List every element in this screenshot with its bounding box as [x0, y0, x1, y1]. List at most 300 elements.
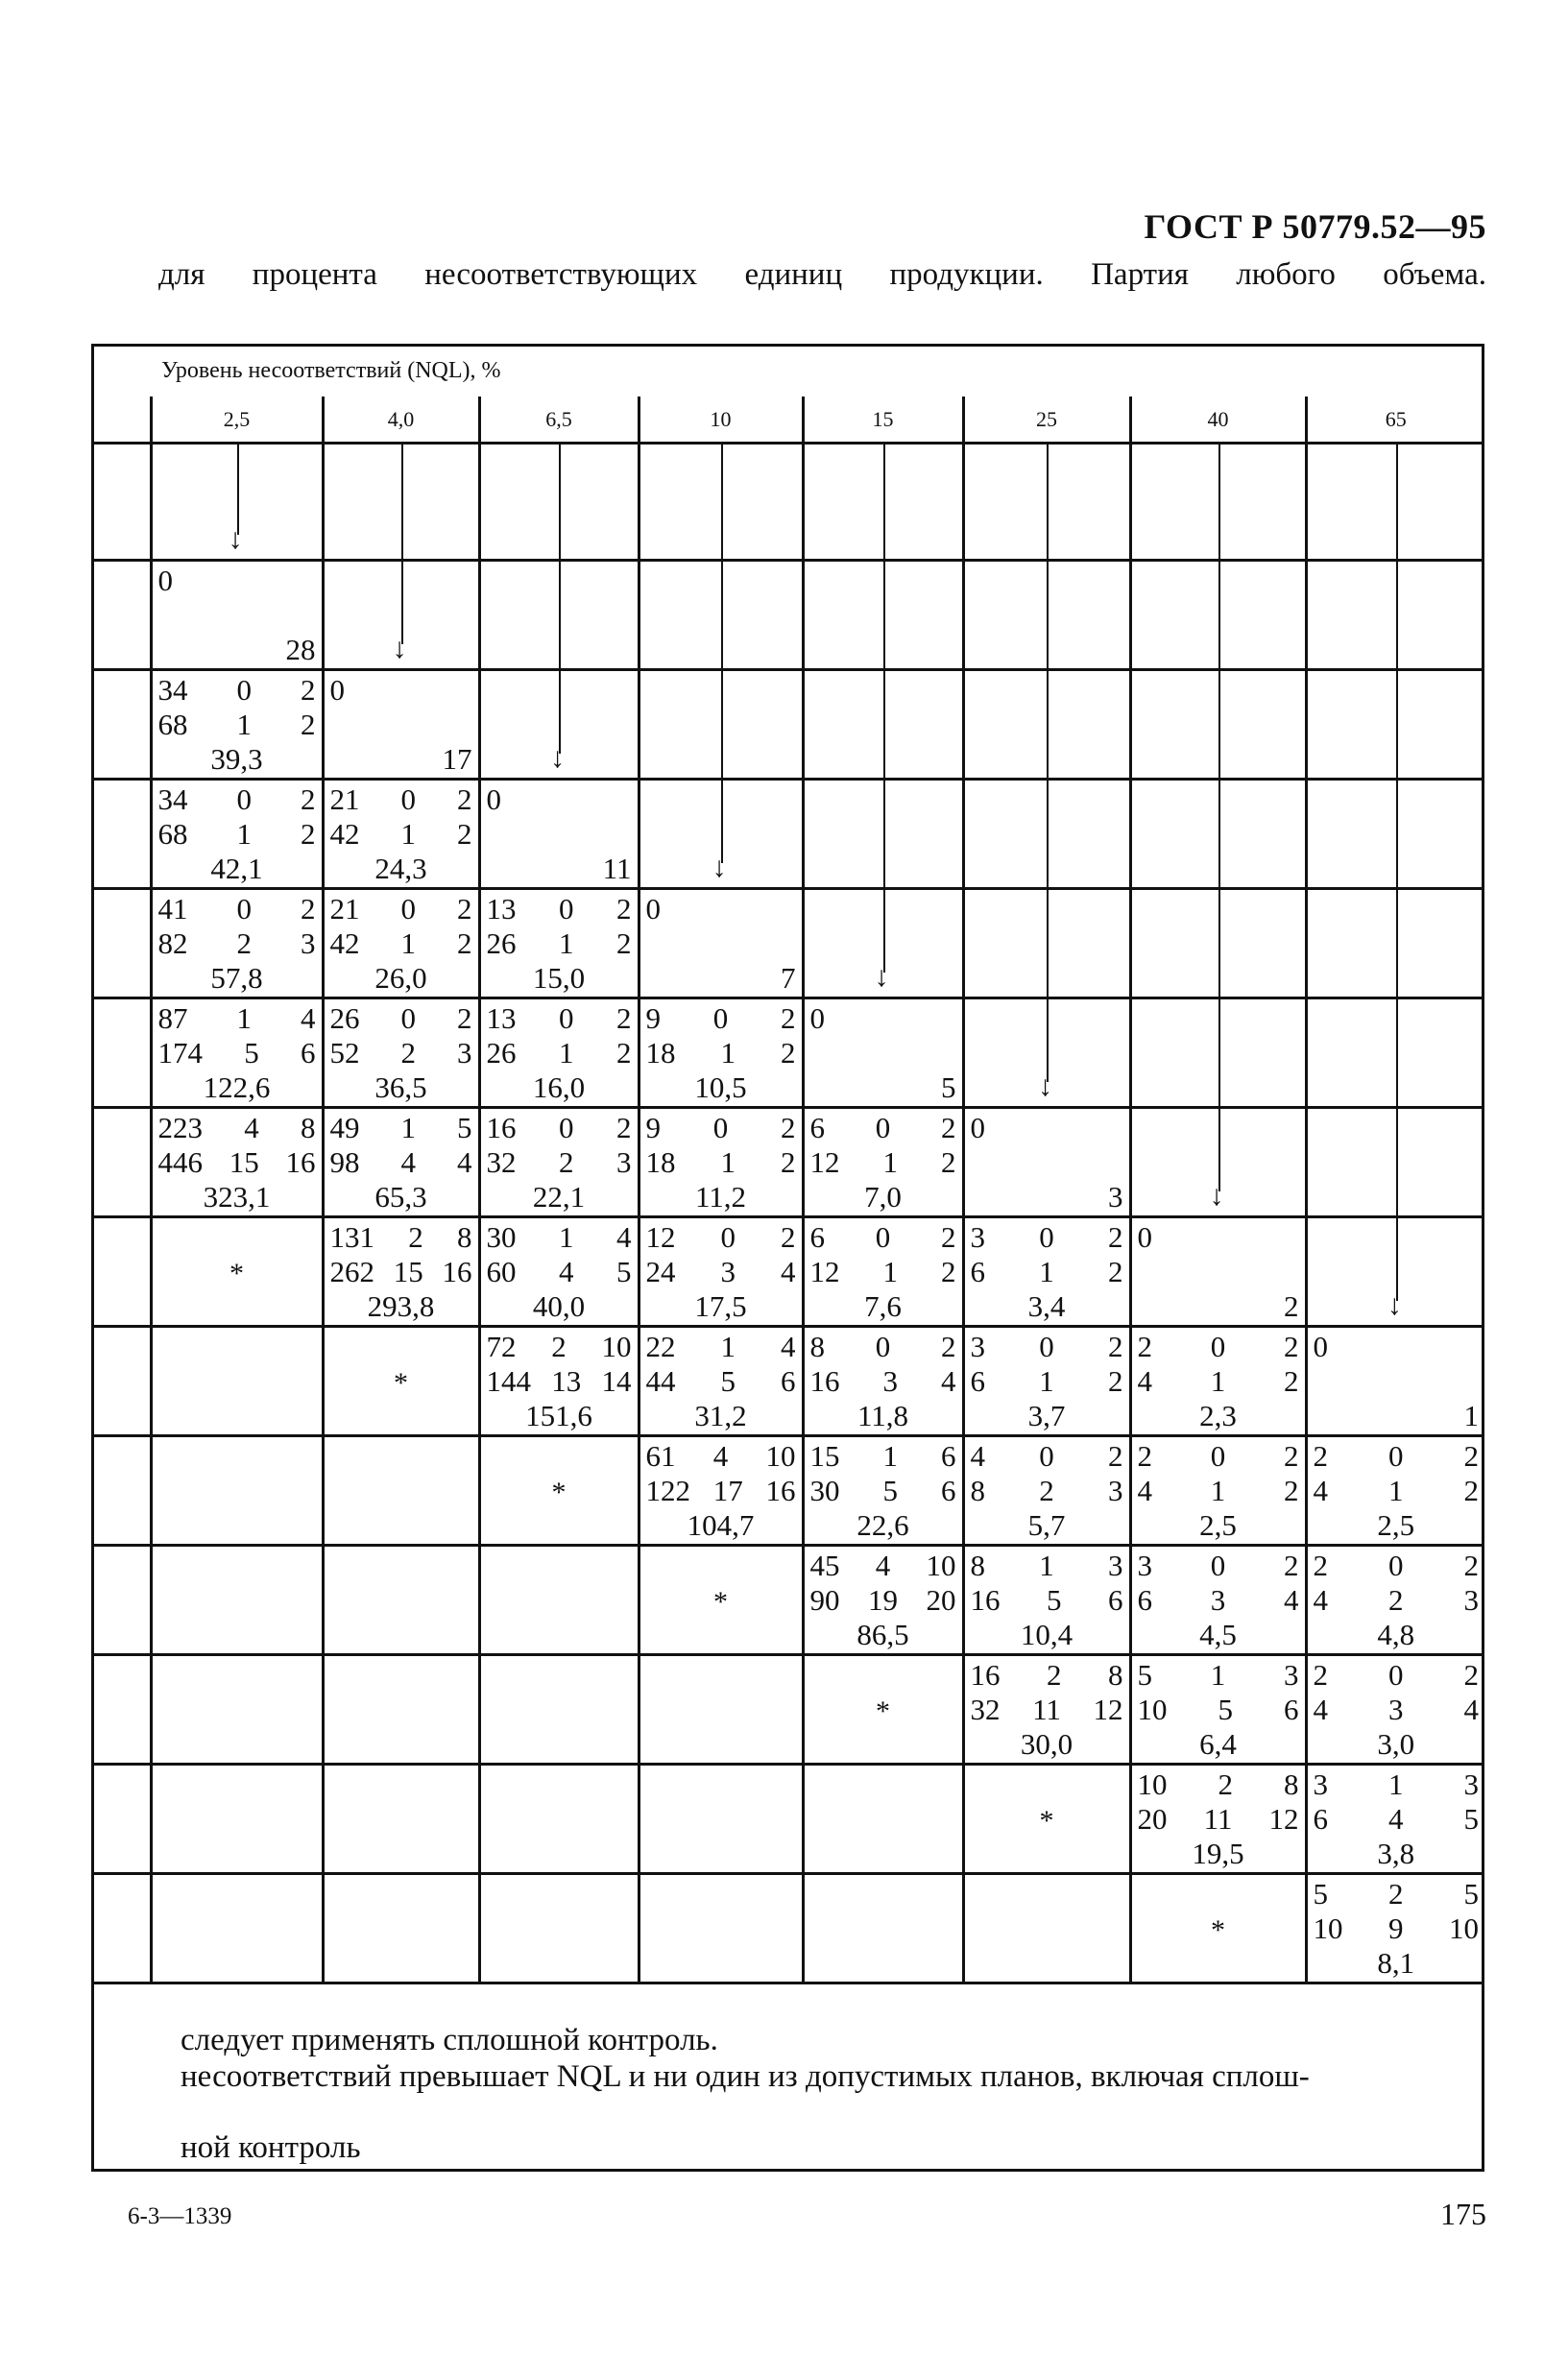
- table-cell: [1130, 670, 1306, 780]
- table-cell: [803, 889, 963, 998]
- note-line: несоответствий превышает NQL и ни один из допустимых планов, включая сплош-: [181, 2059, 1310, 2094]
- cell-number: 2: [1313, 1549, 1328, 1582]
- cell-number: 2: [616, 1111, 632, 1144]
- cell-number: 5: [616, 1255, 632, 1288]
- cell-number: 15: [809, 1439, 840, 1473]
- cell-number: 2: [616, 926, 632, 960]
- cell-number: 8: [970, 1549, 985, 1582]
- cell-number: 2: [301, 892, 316, 926]
- cell-number: 15: [229, 1145, 259, 1179]
- cell-line: [158, 1001, 316, 1036]
- cell-number: 16: [809, 1364, 840, 1398]
- cell-number: 10: [601, 1330, 632, 1363]
- cell-value: [1138, 1837, 1299, 1871]
- cell-number: 16: [765, 1474, 796, 1507]
- cell-number: 22,6: [856, 1508, 909, 1542]
- table-row: [91, 1108, 1484, 1217]
- cell-value: [646, 1180, 796, 1214]
- cell-number: 4: [1313, 1474, 1328, 1507]
- cell-value: [810, 1180, 956, 1214]
- cell-line: [487, 782, 632, 817]
- cell-number: 4: [1137, 1474, 1152, 1507]
- cell-value: [810, 1070, 956, 1105]
- table-cell: [151, 1217, 323, 1327]
- table-cell: [323, 1327, 479, 1436]
- cell-number: 2: [941, 1111, 956, 1144]
- table-cell: [151, 1546, 323, 1655]
- cell-value: [971, 1180, 1123, 1214]
- table-cell: [803, 998, 963, 1108]
- cell-value: [487, 961, 632, 996]
- cell-line: [646, 1255, 796, 1289]
- cell-number: 3: [1463, 1583, 1479, 1617]
- cell-number: 3: [970, 1330, 985, 1363]
- cell-value: [158, 1070, 316, 1105]
- cell-number: 8: [970, 1474, 985, 1507]
- cell-line: [646, 1330, 796, 1364]
- cell-line: [1314, 1330, 1480, 1364]
- cell-number: 34: [157, 673, 188, 707]
- cell-value: [971, 1399, 1123, 1433]
- cell-number: 10: [1137, 1767, 1168, 1801]
- row-label: [91, 1108, 151, 1217]
- cell-number: 11: [602, 852, 632, 885]
- cell-number: 32: [970, 1693, 1001, 1726]
- row-label: [91, 670, 151, 780]
- cell-number: 2: [781, 1145, 796, 1179]
- full-inspection-mark: *: [713, 1586, 728, 1618]
- cell-number: 2: [400, 1036, 416, 1070]
- table-cell: [479, 561, 639, 670]
- cell-value: [646, 1070, 796, 1105]
- cell-line: [971, 1255, 1123, 1289]
- print-code: 6-3—1339: [128, 2203, 232, 2229]
- table-cell: [323, 444, 479, 561]
- table-cell: [151, 998, 323, 1108]
- cell-line: [810, 1220, 956, 1255]
- cell-line: [158, 708, 316, 742]
- table-row: [91, 998, 1484, 1108]
- table-cell: [1306, 889, 1484, 998]
- cell-number: 1: [559, 926, 574, 960]
- cell-number: 0: [1137, 1220, 1152, 1254]
- note-line: ной контроль: [181, 2130, 361, 2165]
- cell-line: [1314, 1767, 1480, 1802]
- table-cell: [1130, 889, 1306, 998]
- cell-value: [330, 1070, 472, 1105]
- table-cell: [479, 780, 639, 889]
- table-cell: [151, 1436, 323, 1546]
- table-row: [91, 780, 1484, 889]
- table-cell: [803, 780, 963, 889]
- cell-number: 57,8: [210, 961, 263, 995]
- cell-number: 4: [616, 1220, 632, 1254]
- cell-line: [1138, 1330, 1299, 1364]
- column-header: 10: [639, 397, 803, 444]
- cell-number: 0: [1210, 1330, 1226, 1363]
- cell-number: 2: [941, 1330, 956, 1363]
- cell-number: 6: [809, 1220, 825, 1254]
- table-cell: [323, 1765, 479, 1874]
- cell-number: 1: [400, 926, 416, 960]
- cell-value: [1138, 1618, 1299, 1652]
- table-cell: [1306, 1108, 1484, 1217]
- cell-number: 8: [457, 1220, 472, 1254]
- cell-line: [1138, 1693, 1299, 1727]
- cell-value: [971, 1289, 1123, 1324]
- table-cell: [803, 561, 963, 670]
- table-cell: [963, 1874, 1130, 1983]
- table-cell: [479, 889, 639, 998]
- cell-number: 65,3: [374, 1180, 427, 1214]
- table-cell: [151, 670, 323, 780]
- table-cell: [151, 1874, 323, 1983]
- cell-number: 26: [329, 1001, 360, 1035]
- cell-number: 6,4: [1199, 1727, 1237, 1761]
- cell-line: [158, 673, 316, 708]
- cell-number: 4,5: [1199, 1618, 1237, 1651]
- cell-value: [330, 742, 472, 777]
- cell-number: 4: [400, 1145, 416, 1179]
- cell-number: 2: [1284, 1289, 1299, 1323]
- cell-number: 2: [301, 708, 316, 741]
- table-cell: [479, 1655, 639, 1765]
- cell-number: 6: [301, 1036, 316, 1070]
- cell-number: 6: [970, 1255, 985, 1288]
- cell-value: [646, 1289, 796, 1324]
- cell-line: [971, 1364, 1123, 1399]
- cell-number: 323,1: [203, 1180, 271, 1214]
- cell-number: 2: [1284, 1330, 1299, 1363]
- cell-number: 1: [236, 1001, 252, 1035]
- cell-number: 26: [486, 1036, 517, 1070]
- cell-line: [330, 782, 472, 817]
- table-cell: [803, 1765, 963, 1874]
- cell-number: 1: [559, 1220, 574, 1254]
- cell-value: [1138, 1399, 1299, 1433]
- cell-number: 13: [551, 1364, 582, 1398]
- cell-line: [646, 1036, 796, 1070]
- cell-number: 42: [329, 817, 360, 851]
- cell-number: 15,0: [532, 961, 586, 995]
- cell-line: [330, 1145, 472, 1180]
- table-cell: [639, 1874, 803, 1983]
- cell-number: 21: [329, 892, 360, 926]
- cell-number: 22,1: [532, 1180, 586, 1214]
- cell-number: 5: [1137, 1658, 1152, 1692]
- cell-value: [971, 1508, 1123, 1543]
- cell-number: 2: [941, 1255, 956, 1288]
- cell-number: 10: [1313, 1911, 1343, 1945]
- cell-number: 10: [926, 1549, 956, 1582]
- cell-number: 8: [1284, 1767, 1299, 1801]
- cell-number: 2: [1284, 1549, 1299, 1582]
- cell-number: 2: [781, 1220, 796, 1254]
- table-cell: [639, 1108, 803, 1217]
- table-cell: [1306, 1874, 1484, 1983]
- table-cell: [1130, 444, 1306, 561]
- table-cell: [1130, 1327, 1306, 1436]
- table-cell: [1130, 1436, 1306, 1546]
- table-cell: [963, 670, 1130, 780]
- table-cell: [1306, 1546, 1484, 1655]
- cell-number: 6: [1284, 1693, 1299, 1726]
- cell-number: 2: [941, 1220, 956, 1254]
- cell-number: 4: [1313, 1583, 1328, 1617]
- cell-number: 3,7: [1027, 1399, 1066, 1432]
- table-row: [91, 1327, 1484, 1436]
- table-cell: [803, 670, 963, 780]
- cell-number: 5: [720, 1364, 736, 1398]
- cell-line: [971, 1693, 1123, 1727]
- cell-number: 12: [1268, 1802, 1299, 1836]
- row-label: [91, 1546, 151, 1655]
- cell-number: 3,4: [1027, 1289, 1066, 1323]
- cell-number: 2: [1108, 1255, 1123, 1288]
- cell-number: 21: [329, 782, 360, 816]
- table-cell: [803, 1217, 963, 1327]
- cell-number: 17: [442, 742, 472, 776]
- table-cell: [963, 1436, 1130, 1546]
- cell-number: 2,3: [1199, 1399, 1237, 1432]
- cell-line: [487, 1220, 632, 1255]
- cell-number: 2: [1284, 1364, 1299, 1398]
- cell-number: 16,0: [532, 1070, 586, 1104]
- cell-number: 0: [875, 1111, 891, 1144]
- table-cell: [479, 1546, 639, 1655]
- cell-number: 3: [970, 1220, 985, 1254]
- cell-number: 4: [875, 1549, 891, 1582]
- cell-number: 2: [457, 926, 472, 960]
- cell-number: 2,5: [1199, 1508, 1237, 1542]
- cell-number: 13: [486, 892, 517, 926]
- cell-value: [158, 742, 316, 777]
- cell-number: 0: [157, 564, 173, 597]
- cell-number: 6: [781, 1364, 796, 1398]
- cell-number: 2: [1313, 1658, 1328, 1692]
- cell-line: [330, 817, 472, 852]
- cell-number: 1: [720, 1145, 736, 1179]
- cell-number: 5: [1463, 1877, 1479, 1911]
- cell-number: 10: [1449, 1911, 1479, 1945]
- cell-line: [971, 1658, 1123, 1693]
- cell-number: 15: [393, 1255, 423, 1288]
- cell-number: 2: [1284, 1439, 1299, 1473]
- cell-number: 8,1: [1377, 1946, 1415, 1980]
- cell-value: [810, 1508, 956, 1543]
- table-row: [91, 1436, 1484, 1546]
- cell-line: [487, 1255, 632, 1289]
- cell-number: 6: [1313, 1802, 1328, 1836]
- table-cell: [963, 780, 1130, 889]
- cell-line: [487, 1364, 632, 1399]
- table-cell: [963, 1327, 1130, 1436]
- cell-number: 30: [809, 1474, 840, 1507]
- cell-number: 2: [301, 817, 316, 851]
- cell-line: [810, 1111, 956, 1145]
- cell-number: 42: [329, 926, 360, 960]
- cell-value: [1314, 1618, 1480, 1652]
- cell-number: 5: [941, 1070, 956, 1104]
- cell-number: 30,0: [1020, 1727, 1073, 1761]
- cell-value: [330, 1180, 472, 1214]
- cell-number: 0: [329, 673, 345, 707]
- cell-line: [158, 926, 316, 961]
- cell-number: 17: [712, 1474, 743, 1507]
- cell-number: 2: [1039, 1474, 1054, 1507]
- cell-number: 87: [157, 1001, 188, 1035]
- table-cell: [479, 1436, 639, 1546]
- down-arrow-icon: [237, 445, 239, 535]
- cell-number: 22: [645, 1330, 676, 1363]
- cell-number: 30: [486, 1220, 517, 1254]
- cell-number: 2: [1218, 1767, 1233, 1801]
- cell-number: 5,7: [1027, 1508, 1066, 1542]
- cell-line: [1314, 1583, 1480, 1618]
- cell-number: 1: [1463, 1399, 1479, 1432]
- cell-number: 5: [1313, 1877, 1328, 1911]
- cell-number: 0: [400, 892, 416, 926]
- table-cell: [639, 889, 803, 998]
- cell-number: 3: [457, 1036, 472, 1070]
- cell-number: 293,8: [367, 1289, 435, 1323]
- cell-line: [330, 1255, 472, 1289]
- table-cell: [323, 1655, 479, 1765]
- cell-line: [1138, 1474, 1299, 1508]
- cell-number: 17,5: [694, 1289, 747, 1323]
- cell-number: 44: [645, 1364, 676, 1398]
- cell-number: 3: [301, 926, 316, 960]
- cell-number: 1: [720, 1330, 736, 1363]
- cell-number: 8: [809, 1330, 825, 1363]
- cell-line: [487, 926, 632, 961]
- cell-number: 52: [329, 1036, 360, 1070]
- full-inspection-mark: *: [394, 1367, 408, 1399]
- cell-number: 2: [1463, 1474, 1479, 1507]
- cell-number: 2: [301, 782, 316, 816]
- cell-number: 2: [1284, 1474, 1299, 1507]
- table-cell: [1306, 1217, 1484, 1327]
- cell-number: 11: [1032, 1693, 1061, 1726]
- cell-line: [1314, 1877, 1480, 1911]
- cell-number: 0: [1313, 1330, 1328, 1363]
- cell-number: 0: [875, 1330, 891, 1363]
- cell-number: 0: [1388, 1658, 1404, 1692]
- table-cell: [639, 780, 803, 889]
- table-cell: [479, 998, 639, 1108]
- cell-number: 72: [486, 1330, 517, 1363]
- document-code: ГОСТ Р 50779.52—95: [1144, 207, 1486, 246]
- cell-number: 3: [1388, 1693, 1404, 1726]
- cell-line: [971, 1474, 1123, 1508]
- cell-value: [330, 961, 472, 996]
- cell-number: 24,3: [374, 852, 427, 885]
- table-cell: [479, 444, 639, 561]
- cell-number: 122,6: [203, 1070, 271, 1104]
- cell-number: 6: [970, 1364, 985, 1398]
- table-cell: [323, 561, 479, 670]
- cell-number: 3: [1108, 1180, 1123, 1214]
- column-header: 2,5: [151, 397, 323, 444]
- table-cell: [803, 1874, 963, 1983]
- cell-number: 4: [1137, 1364, 1152, 1398]
- cell-line: [810, 1364, 956, 1399]
- cell-line: [646, 1001, 796, 1036]
- cell-number: 7,0: [864, 1180, 902, 1214]
- table-cell: [1306, 1765, 1484, 1874]
- cell-line: [810, 1145, 956, 1180]
- cell-number: 5: [1463, 1802, 1479, 1836]
- cell-number: 4: [457, 1145, 472, 1179]
- table-cell: [323, 1874, 479, 1983]
- cell-number: 19,5: [1192, 1837, 1244, 1870]
- cell-line: [158, 1145, 316, 1180]
- table-cell: [639, 1327, 803, 1436]
- cell-line: [158, 817, 316, 852]
- cell-number: 4: [781, 1330, 796, 1363]
- table-cell: [151, 561, 323, 670]
- cell-value: [971, 1618, 1123, 1652]
- cell-number: 2: [1463, 1658, 1479, 1692]
- cell-number: 8: [1108, 1658, 1123, 1692]
- table-cell: [639, 444, 803, 561]
- table-cell: [1130, 1655, 1306, 1765]
- table-cell: [639, 1546, 803, 1655]
- sampling-plan-table: [91, 397, 1484, 1984]
- cell-value: [330, 1289, 472, 1324]
- cell-number: 7,6: [864, 1289, 902, 1323]
- cell-value: [1138, 1289, 1299, 1324]
- full-inspection-mark: *: [876, 1695, 890, 1727]
- cell-number: 2: [1137, 1439, 1152, 1473]
- cell-number: 8: [301, 1111, 316, 1144]
- cell-line: [487, 1001, 632, 1036]
- table-cell: [1130, 1874, 1306, 1983]
- cell-number: 3: [1108, 1474, 1123, 1507]
- cell-value: [158, 633, 316, 667]
- cell-number: 5: [457, 1111, 472, 1144]
- cell-number: 2: [301, 673, 316, 707]
- cell-number: 68: [157, 817, 188, 851]
- table-cell: [1306, 780, 1484, 889]
- cell-number: 6: [941, 1439, 956, 1473]
- cell-number: 144: [486, 1364, 531, 1398]
- cell-number: 11,8: [856, 1399, 909, 1432]
- page-number: 175: [1440, 2197, 1486, 2231]
- cell-number: 0: [400, 1001, 416, 1035]
- cell-line: [971, 1583, 1123, 1618]
- cell-value: [1138, 1508, 1299, 1543]
- table-cell: [323, 1108, 479, 1217]
- cell-number: 0: [1039, 1439, 1054, 1473]
- cell-value: [1314, 1837, 1480, 1871]
- cell-number: 3: [1210, 1583, 1226, 1617]
- table-note: [181, 2022, 1467, 2166]
- cell-number: 20: [926, 1583, 956, 1617]
- cell-number: 1: [1388, 1767, 1404, 1801]
- cell-line: [646, 1439, 796, 1474]
- cell-number: 2: [1108, 1330, 1123, 1363]
- table-cell: [1130, 1765, 1306, 1874]
- row-label: [91, 1217, 151, 1327]
- cell-number: 0: [1039, 1220, 1054, 1254]
- cell-number: 3: [882, 1364, 898, 1398]
- table-cell: [151, 889, 323, 998]
- cell-number: 86,5: [856, 1618, 909, 1651]
- table-cell: [1130, 1108, 1306, 1217]
- cell-line: [158, 782, 316, 817]
- table-cell: [151, 444, 323, 561]
